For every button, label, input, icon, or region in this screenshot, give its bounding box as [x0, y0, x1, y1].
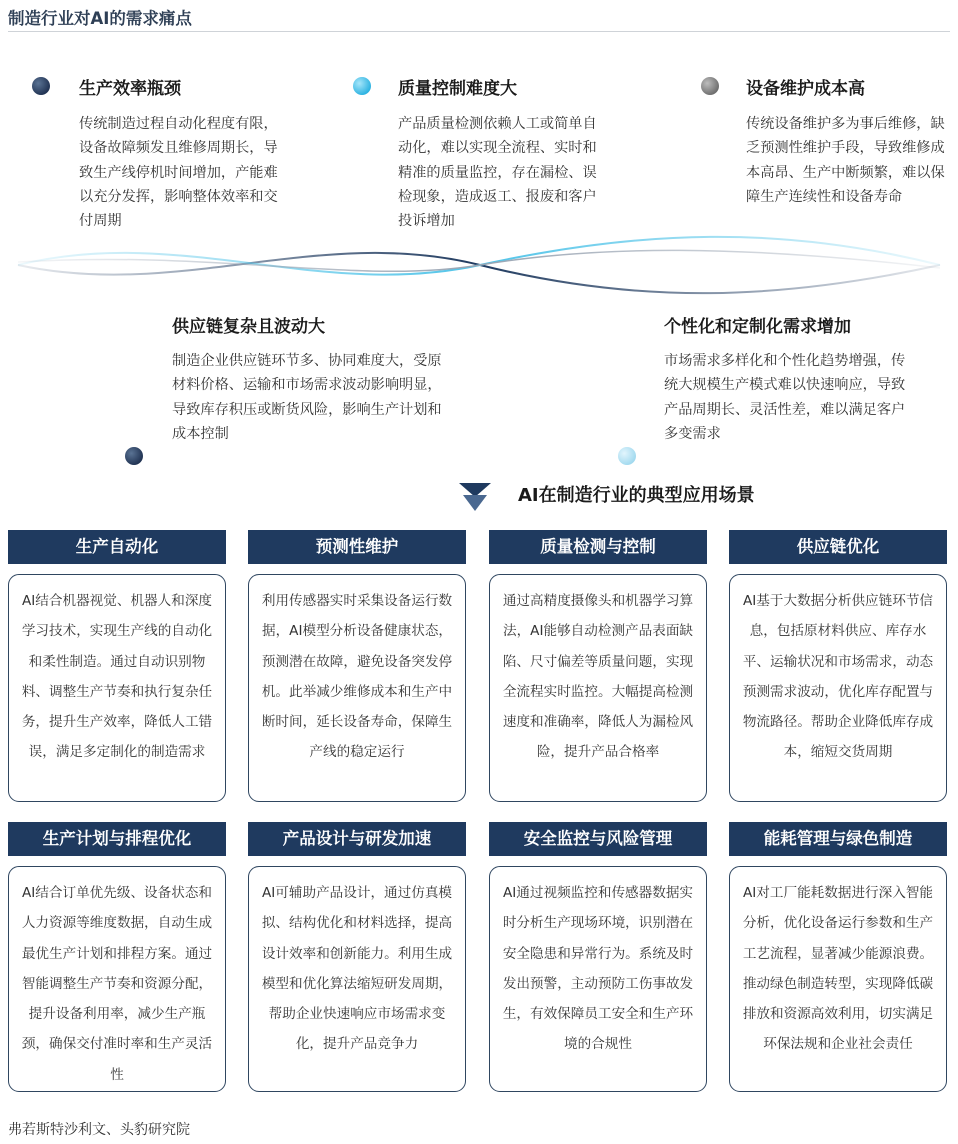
wave-line-navy [18, 253, 940, 293]
pain-point-text-maintenance: 传统设备维护多为事后维修，缺乏预测性维护手段，导致维修成本高昂、生产中断频繁，难以保障生产连续性和设备寿命 [746, 116, 945, 205]
card-header-supply-chain-optimization: 供应链优化 [729, 530, 947, 564]
card-body-production-automation: AI结合机器视觉、机器人和深度学习技术，实现生产线的自动化和柔性制造。通过自动识别物料、调整生产节奏和执行复杂任务，提升生产效率，降低人工错误，满足多定制化的制造需求 [8, 574, 226, 802]
pain-point-text-efficiency: 传统制造过程自动化程度有限，设备故障频发且维修周期长，导致生产线停机时间增加，产能难以充分发挥，影响整体效率和交付周期 [79, 116, 278, 230]
pain-dot-5 [618, 447, 636, 465]
card-body-safety-monitoring: AI通过视频监控和传感器数据实时分析生产现场环境，识别潜在安全隐患和异常行为。系统及时发出预警，主动预防工伤事故发生，有效保障员工安全和生产环境的合规性 [489, 866, 707, 1092]
pain-point-text-customization: 市场需求多样化和个性化趋势增强，传统大规模生产模式难以快速响应，导致产品周期长、灵活性差，难以满足客户多变需求 [664, 353, 906, 442]
card-body-production-scheduling: AI结合订单优先级、设备状态和人力资源等维度数据，自动生成最优生产计划和排程方案。通过智能调整生产节奏和资源分配，提升设备利用率，减少生产瓶颈，确保交付准时率和生产灵活性 [8, 866, 226, 1092]
pain-point-text-quality: 产品质量检测依赖人工或简单自动化，难以实现全流程、实时和精准的质量监控，存在漏检、误检现象，造成返工、报废和客户投诉增加 [398, 116, 597, 230]
chevron-down-icon [458, 481, 492, 513]
pain-point-title-quality: 质量控制难度大 [398, 79, 517, 99]
card-body-supply-chain-optimization: AI基于大数据分析供应链环节信息，包括原材料供应、库存水平、运输状况和市场需求，动态预测需求波动，优化库存配置与物流路径。帮助企业降低库存成本，缩短交货周期 [729, 574, 947, 802]
pain-dot-1 [32, 77, 50, 95]
card-header-safety-monitoring: 安全监控与风险管理 [489, 822, 707, 856]
card-body-quality-inspection: 通过高精度摄像头和机器学习算法，AI能够自动检测产品表面缺陷、尺寸偏差等质量问题，实现全流程实时监控。大幅提高检测速度和准确率，降低人为漏检风险，提升产品合格率 [489, 574, 707, 802]
card-header-production-scheduling: 生产计划与排程优化 [8, 822, 226, 856]
pain-dot-4 [125, 447, 143, 465]
card-header-quality-inspection: 质量检测与控制 [489, 530, 707, 564]
card-body-product-design: AI可辅助产品设计，通过仿真模拟、结构优化和材料选择，提高设计效率和创新能力。利用生成模型和优化算法缩短研发周期，帮助企业快速响应市场需求变化，提升产品竞争力 [248, 866, 466, 1092]
pain-dot-3 [701, 77, 719, 95]
applications-section-title: AI在制造行业的典型应用场景 [518, 485, 755, 506]
pain-point-title-efficiency: 生产效率瓶颈 [79, 79, 181, 99]
pain-point-title-supply-chain: 供应链复杂且波动大 [172, 317, 325, 337]
card-header-energy-management: 能耗管理与绿色制造 [729, 822, 947, 856]
card-body-predictive-maintenance: 利用传感器实时采集设备运行数据，AI模型分析设备健康状态，预测潜在故障，避免设备突发停机。此举减少维修成本和生产中断时间，延长设备寿命，保障生产线的稳定运行 [248, 574, 466, 802]
pain-point-title-maintenance: 设备维护成本高 [746, 79, 865, 99]
pain-dot-2 [353, 77, 371, 95]
card-body-energy-management: AI对工厂能耗数据进行深入智能分析，优化设备运行参数和生产工艺流程，显著减少能源浪费。推动绿色制造转型，实现降低碳排放和资源高效利用，切实满足环保法规和企业社会责任 [729, 866, 947, 1092]
pain-point-title-customization: 个性化和定制化需求增加 [664, 317, 851, 337]
card-header-product-design: 产品设计与研发加速 [248, 822, 466, 856]
page-title: 制造行业对AI的需求痛点 [8, 9, 192, 28]
source-note: 弗若斯特沙利文、头豹研究院 [8, 1122, 190, 1138]
card-header-predictive-maintenance: 预测性维护 [248, 530, 466, 564]
pain-point-text-supply-chain: 制造企业供应链环节多、协同难度大，受原材料价格、运输和市场需求波动影响明显，导致库存积压或断货风险，影响生产计划和成本控制 [172, 353, 442, 442]
card-header-production-automation: 生产自动化 [8, 530, 226, 564]
